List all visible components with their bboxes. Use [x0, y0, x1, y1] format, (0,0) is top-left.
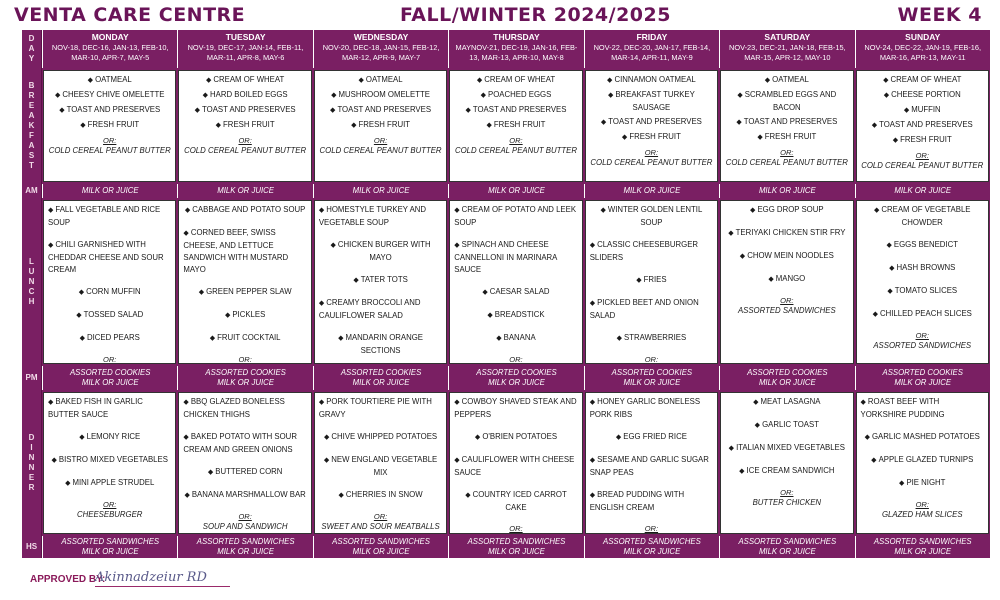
or-label: OR: — [103, 355, 117, 364]
pm-line: MILK OR JUICE — [894, 377, 952, 387]
menu-item: ◆ CHEESE PORTION — [861, 89, 984, 102]
hs-line: MILK OR JUICE — [217, 546, 275, 556]
or-label: OR: — [644, 524, 659, 533]
menu-item: ◆ BREAD PUDDING WITH ENGLISH CREAM — [590, 489, 713, 514]
menu-item: ◆ BREAKFAST TURKEY SAUSAGE — [590, 89, 713, 114]
menu-item: ◆ BISTRO MIXED VEGETABLES — [48, 454, 171, 467]
or-label: OR: — [103, 136, 117, 145]
menu-item: ◆ CHILI GARNISHED WITH CHEDDAR CHEESE AND SOUR CREAM — [48, 239, 171, 276]
label-letter: A — [28, 111, 35, 120]
am-snack-cell: MILK OR JUICE — [177, 184, 312, 198]
menu-item: ◆ BAKED POTATO WITH SOUR CREAM AND GREEN ONIONS — [183, 431, 306, 456]
pm-line: ASSORTED COOKIES — [205, 368, 286, 377]
approved-label: APPROVED BY: — [30, 574, 106, 585]
hs-snack-cell — [719, 536, 854, 558]
day-name: SATURDAY — [764, 32, 811, 42]
menu-item: ◆ COUNTRY ICED CARROT CAKE — [454, 489, 577, 514]
label-letter: F — [29, 131, 34, 140]
day-dates: NOV-19, DEC-17, JAN-14, FEB-11, MAR-11, APR-8, MAY-6 — [187, 43, 304, 62]
or-label: OR: — [780, 488, 794, 497]
alternate-option: COLD CEREAL PEANUT BUTTER — [319, 146, 442, 155]
label-letter: U — [28, 267, 35, 276]
am-snack-row — [22, 184, 990, 198]
menu-item: ◆ HOMESTYLE TURKEY AND VEGETABLE SOUP — [319, 204, 442, 229]
menu-item: ◆ CHEESY CHIVE OMELETTE — [48, 89, 171, 102]
label-letter: N — [28, 453, 35, 462]
am-snack-cell: MILK OR JUICE — [448, 184, 583, 198]
lunch-label — [22, 198, 42, 366]
menu-item: ◆ COWBOY SHAVED STEAK AND PEPPERS — [454, 396, 577, 421]
label-letter: E — [28, 101, 35, 110]
menu-item: ◆ FRESH FRUIT — [183, 119, 306, 132]
day-name: WEDNESDAY — [353, 32, 409, 42]
menu-item: ◆ CLASSIC CHEESEBURGER SLIDERS — [590, 239, 713, 264]
label-letter: L — [29, 257, 34, 266]
breakfast-menu-cell — [314, 70, 447, 182]
menu-item: ◆ FRESH FRUIT — [861, 134, 984, 147]
page-header — [0, 0, 1000, 30]
alternate-option: COLD CEREAL PEANUT BUTTER — [590, 158, 713, 167]
alternate-option: ASSORTED SANDWICHES — [873, 341, 972, 350]
menu-item: ◆ TOAST AND PRESERVES — [454, 104, 577, 117]
label-letter: E — [28, 473, 35, 482]
menu-item: ◆ MANDARIN ORANGE SECTIONS — [319, 332, 442, 357]
hs-snack-cell — [855, 536, 990, 558]
pm-snack-cell — [855, 366, 990, 390]
menu-item: ◆ CREAM OF POTATO AND LEEK SOUP — [454, 204, 577, 229]
menu-item: ◆ BANANA — [454, 332, 577, 345]
menu-item: ◆ MUSHROOM OMELETTE — [319, 89, 442, 102]
menu-item: ◆ SESAME AND GARLIC SUGAR SNAP PEAS — [590, 454, 713, 479]
pm-line: MILK OR JUICE — [758, 377, 816, 387]
pm-line: MILK OR JUICE — [217, 377, 275, 387]
or-label: OR: — [238, 512, 252, 521]
day-dates: MAYNOV-21, DEC-19, JAN-16, FEB-13, MAR-13, APR-10, MAY-8 — [455, 43, 578, 62]
alternate-option: BUTTER CHICKEN — [752, 498, 822, 507]
pm-snack-cell — [42, 366, 177, 390]
menu-item: ◆ CORN MUFFIN — [48, 286, 171, 299]
dinner-menu-cell — [449, 392, 582, 534]
label-letter: B — [28, 81, 35, 90]
or-label: OR: — [238, 355, 252, 364]
label-letter: H — [28, 297, 35, 306]
label-letter: R — [28, 91, 35, 100]
hs-line: MILK OR JUICE — [758, 546, 816, 556]
am-snack-cell: MILK OR JUICE — [313, 184, 448, 198]
menu-item: ◆ SCRAMBLED EGGS AND BACON — [725, 89, 848, 114]
menu-item: ◆ MINI APPLE STRUDEL — [48, 477, 171, 490]
label-letter: T — [29, 161, 34, 170]
menu-item: ◆ TATER TOTS — [319, 274, 442, 287]
dinner-menu-cell — [178, 392, 311, 534]
breakfast-menu-cell — [178, 70, 311, 182]
label-letter: K — [28, 121, 35, 130]
pm-line: ASSORTED COOKIES — [69, 368, 151, 377]
breakfast-row — [22, 68, 990, 184]
or-label: OR: — [103, 500, 117, 509]
lunch-menu-cell — [178, 200, 311, 364]
am-snack-cell: MILK OR JUICE — [584, 184, 719, 198]
label-letter: D — [28, 34, 35, 43]
or-label: OR: — [509, 355, 523, 364]
pm-line: ASSORTED COOKIES — [611, 368, 693, 377]
hs-line: MILK OR JUICE — [488, 546, 545, 556]
menu-item: ◆ FRESH FRUIT — [454, 119, 577, 132]
or-label: OR: — [780, 148, 794, 157]
hs-line: ASSORTED SANDWICHES — [196, 537, 295, 546]
day-name: SUNDAY — [905, 32, 941, 42]
breakfast-menu-cell — [720, 70, 853, 182]
menu-item: ◆ CHICKEN BURGER WITH MAYO — [319, 239, 442, 264]
menu-item: ◆ CABBAGE AND POTATO SOUP — [183, 204, 306, 217]
pm-snack-row — [22, 366, 990, 390]
label-letter: I — [30, 443, 33, 452]
hs-snack-cell — [313, 536, 448, 558]
am-snack-cell: MILK OR JUICE — [855, 184, 990, 198]
alternate-option: CHEESEBURGER — [77, 510, 143, 519]
menu-item: ◆ TOAST AND PRESERVES — [48, 104, 171, 117]
label-letter: A — [28, 141, 35, 150]
menu-item: ◆ WINTER GOLDEN LENTIL SOUP — [590, 204, 713, 229]
breakfast-menu-cell — [43, 70, 176, 182]
alternate-option: ASSORTED SANDWICHES — [737, 306, 836, 315]
hs-line: MILK OR JUICE — [352, 546, 410, 556]
hs-snack-cell — [42, 536, 177, 558]
alternate-option: SOUP AND SANDWICH — [202, 522, 288, 531]
hs-line: MILK OR JUICE — [81, 546, 139, 556]
day-name: TUESDAY — [225, 32, 266, 42]
menu-item: ◆ FRIES — [590, 274, 713, 287]
hs-label: HS — [22, 536, 42, 558]
day-name: THURSDAY — [493, 32, 540, 42]
menu-item: ◆ CREAM OF WHEAT — [183, 74, 306, 87]
or-label: OR: — [915, 331, 929, 340]
label-letter: A — [28, 44, 35, 53]
menu-item: ◆ CREAM OF WHEAT — [861, 74, 984, 87]
menu-item: ◆ TOAST AND PRESERVES — [183, 104, 306, 117]
or-label: OR: — [373, 136, 388, 145]
am-label: AM — [22, 184, 42, 198]
hs-snack-cell — [448, 536, 583, 558]
alternate-option: COLD CEREAL PEANUT BUTTER — [725, 158, 848, 167]
label-letter: C — [28, 287, 35, 296]
alternate-option: SWEET AND SOUR MEATBALLS — [321, 522, 440, 531]
menu-item: ◆ TOAST AND PRESERVES — [590, 116, 713, 129]
menu-item: ◆ HONEY GARLIC BONELESS PORK RIBS — [590, 396, 713, 421]
menu-item: ◆ BUTTERED CORN — [183, 466, 306, 479]
day-row — [22, 30, 990, 68]
or-label: OR: — [644, 355, 659, 364]
menu-item: ◆ TOAST AND PRESERVES — [319, 104, 442, 117]
menu-item: ◆ CINNAMON OATMEAL — [590, 74, 713, 87]
menu-item: ◆ OATMEAL — [48, 74, 171, 87]
menu-item: ◆ BANANA MARSHMALLOW BAR — [183, 489, 306, 502]
season-title: FALL/WINTER 2024/2025 — [400, 4, 671, 26]
menu-item: ◆ BBQ GLAZED BONELESS CHICKEN THIGHS — [183, 396, 306, 421]
menu-item: ◆ MANGO — [725, 273, 848, 286]
hs-snack-row — [22, 536, 990, 558]
dinner-menu-cell — [314, 392, 447, 534]
lunch-menu-cell — [585, 200, 718, 364]
alternate-option: COLD CEREAL PEANUT BUTTER — [48, 146, 171, 155]
menu-item: ◆ SPINACH AND CHEESE CANNELLONI IN MARINARA SAUCE — [454, 239, 577, 276]
menu-item: ◆ TERIYAKI CHICKEN STIR FRY — [725, 227, 848, 240]
pm-line: ASSORTED COOKIES — [476, 368, 557, 377]
menu-item: ◆ CHOW MEIN NOODLES — [725, 250, 848, 263]
alternate-option: COLD CEREAL PEANUT BUTTER — [184, 146, 307, 155]
menu-item: ◆ OATMEAL — [725, 74, 848, 87]
menu-item: ◆ TOAST AND PRESERVES — [725, 116, 848, 129]
lunch-menu-cell — [449, 200, 582, 364]
menu-item: ◆ MEAT LASAGNA — [725, 396, 848, 409]
pm-line: ASSORTED COOKIES — [747, 368, 828, 377]
day-header-cell — [719, 30, 854, 68]
hs-line: MILK OR JUICE — [894, 546, 952, 556]
day-header-cell — [584, 30, 719, 68]
lunch-menu-cell — [720, 200, 853, 364]
dinner-menu-cell — [43, 392, 176, 534]
menu-item: ◆ PIE NIGHT — [861, 477, 984, 490]
alternate-option: GLAZED HAM SLICES — [881, 510, 963, 519]
day-name: FRIDAY — [636, 32, 668, 42]
menu-item: ◆ CORNED BEEF, SWISS CHEESE, AND LETTUCE SANDWICH WITH MUSTARD MAYO — [183, 227, 306, 276]
hs-line: ASSORTED SANDWICHES — [603, 537, 701, 546]
menu-item: ◆ CREAMY BROCCOLI AND CAULIFLOWER SALAD — [319, 297, 442, 322]
menu-item: ◆ TOSSED SALAD — [48, 309, 171, 322]
lunch-menu-cell — [856, 200, 989, 364]
pm-label: PM — [22, 366, 42, 390]
menu-item: ◆ BREADSTICK — [454, 309, 577, 322]
day-label — [22, 30, 42, 68]
week-label: WEEK 4 — [897, 4, 982, 26]
menu-item: ◆ STRAWBERRIES — [590, 332, 713, 345]
menu-item: ◆ ICE CREAM SANDWICH — [725, 465, 848, 478]
pm-line: ASSORTED COOKIES — [340, 368, 422, 377]
hs-line: ASSORTED SANDWICHES — [873, 537, 972, 546]
dinner-menu-cell — [856, 392, 989, 534]
pm-snack-cell — [584, 366, 719, 390]
day-header-cell — [855, 30, 990, 68]
pm-line: MILK OR JUICE — [352, 377, 410, 387]
dinner-row — [22, 390, 990, 536]
day-header-cell — [177, 30, 312, 68]
lunch-menu-cell — [314, 200, 447, 364]
label-letter: Y — [28, 54, 35, 63]
or-label: OR: — [509, 524, 523, 533]
alternate-option: COLD CEREAL PEANUT BUTTER — [454, 146, 577, 155]
menu-item: ◆ FRESH FRUIT — [48, 119, 171, 132]
menu-item: ◆ PORK TOURTIERE PIE WITH GRAVY — [319, 396, 442, 421]
facility-name: VENTA CARE CENTRE — [14, 4, 246, 26]
day-header-cell — [313, 30, 448, 68]
or-label: OR: — [780, 296, 794, 305]
pm-snack-cell — [313, 366, 448, 390]
label-letter: R — [28, 483, 35, 492]
hs-line: ASSORTED SANDWICHES — [61, 537, 160, 546]
menu-item: ◆ GREEN PEPPER SLAW — [183, 286, 306, 299]
menu-item: ◆ CHIVE WHIPPED POTATOES — [319, 431, 442, 444]
menu-item: ◆ HASH BROWNS — [861, 262, 984, 275]
menu-item: ◆ BAKED FISH IN GARLIC BUTTER SAUCE — [48, 396, 171, 421]
menu-item: ◆ APPLE GLAZED TURNIPS — [861, 454, 984, 467]
signature: Akinnadzeiur RD — [95, 570, 230, 587]
label-letter: S — [28, 151, 35, 160]
day-header-cell — [448, 30, 583, 68]
am-snack-cell: MILK OR JUICE — [719, 184, 854, 198]
menu-item: ◆ ITALIAN MIXED VEGETABLES — [725, 442, 848, 455]
day-name: MONDAY — [91, 32, 129, 42]
breakfast-menu-cell — [856, 70, 989, 182]
menu-item: ◆ ROAST BEEF WITH YORKSHIRE PUDDING — [861, 396, 984, 421]
hs-snack-cell — [177, 536, 312, 558]
day-dates: NOV-20, DEC-18, JAN-15, FEB-12, MAR-12, APR-9, MAY-7 — [322, 43, 440, 62]
menu-item: ◆ TOMATO SLICES — [861, 285, 984, 298]
or-label: OR: — [915, 151, 929, 160]
menu-item: ◆ OATMEAL — [319, 74, 442, 87]
menu-item: ◆ HARD BOILED EGGS — [183, 89, 306, 102]
day-dates: NOV-18, DEC-16, JAN-13, FEB-10, MAR-10, APR-7, MAY-5 — [51, 43, 169, 62]
menu-item: ◆ NEW ENGLAND VEGETABLE MIX — [319, 454, 442, 479]
menu-item: ◆ LEMONY RICE — [48, 431, 171, 444]
menu-item: ◆ FRESH FRUIT — [590, 131, 713, 144]
label-letter: N — [28, 463, 35, 472]
lunch-row — [22, 198, 990, 366]
pm-line: MILK OR JUICE — [488, 377, 545, 387]
lunch-menu-cell — [43, 200, 176, 364]
hs-line: ASSORTED SANDWICHES — [738, 537, 837, 546]
or-label: OR: — [238, 136, 252, 145]
menu-item: ◆ CREAM OF WHEAT — [454, 74, 577, 87]
menu-item: ◆ TOAST AND PRESERVES — [861, 119, 984, 132]
label-letter: D — [28, 433, 35, 442]
menu-item: ◆ CAESAR SALAD — [454, 286, 577, 299]
or-label: OR: — [373, 512, 388, 521]
menu-item: ◆ DICED PEARS — [48, 332, 171, 345]
day-dates: NOV-22, DEC-20, JAN-17, FEB-14, MAR-14, APR-11, MAY-9 — [593, 43, 711, 62]
or-label: OR: — [509, 136, 523, 145]
menu-item: ◆ EGG FRIED RICE — [590, 431, 713, 444]
or-label: OR: — [644, 148, 659, 157]
breakfast-label — [22, 68, 42, 184]
pm-line: MILK OR JUICE — [81, 377, 139, 387]
menu-item: ◆ MUFFIN — [861, 104, 984, 117]
menu-item: ◆ GARLIC TOAST — [725, 419, 848, 432]
menu-item: ◆ O'BRIEN POTATOES — [454, 431, 577, 444]
menu-item: ◆ FRESH FRUIT — [725, 131, 848, 144]
menu-item: ◆ EGGS BENEDICT — [861, 239, 984, 252]
dinner-label — [22, 390, 42, 536]
menu-item: ◆ PICKLED BEET AND ONION SALAD — [590, 297, 713, 322]
label-letter: N — [28, 277, 35, 286]
pm-snack-cell — [448, 366, 583, 390]
menu-item: ◆ CHERRIES IN SNOW — [319, 489, 442, 502]
breakfast-menu-cell — [585, 70, 718, 182]
dinner-menu-cell — [720, 392, 853, 534]
day-dates: NOV-23, DEC-21, JAN-18, FEB-15, MAR-15, APR-12, MAY-10 — [728, 43, 846, 62]
dinner-menu-cell — [585, 392, 718, 534]
alternate-option: COLD CEREAL PEANUT BUTTER — [861, 161, 984, 170]
am-snack-cell: MILK OR JUICE — [42, 184, 177, 198]
pm-line: MILK OR JUICE — [623, 377, 681, 387]
breakfast-menu-cell — [449, 70, 582, 182]
menu-item: ◆ EGG DROP SOUP — [725, 204, 848, 217]
menu-grid — [22, 30, 990, 558]
menu-item: ◆ GARLIC MASHED POTATOES — [861, 431, 984, 444]
menu-item: ◆ CREAM OF VEGETABLE CHOWDER — [861, 204, 984, 229]
or-label: OR: — [915, 500, 929, 509]
pm-snack-cell — [177, 366, 312, 390]
menu-item: ◆ POACHED EGGS — [454, 89, 577, 102]
hs-line: MILK OR JUICE — [623, 546, 681, 556]
day-dates: NOV-24, DEC-22, JAN-19, FEB-16, MAR-16, APR-13, MAY-11 — [864, 43, 982, 62]
hs-snack-cell — [584, 536, 719, 558]
menu-item: ◆ CHILLED PEACH SLICES — [861, 308, 984, 321]
menu-item: ◆ FRESH FRUIT — [319, 119, 442, 132]
menu-item: ◆ FALL VEGETABLE AND RICE SOUP — [48, 204, 171, 229]
day-header-cell — [42, 30, 177, 68]
pm-snack-cell — [719, 366, 854, 390]
pm-line: ASSORTED COOKIES — [882, 368, 963, 377]
hs-line: ASSORTED SANDWICHES — [467, 537, 566, 546]
menu-item: ◆ PICKLES — [183, 309, 306, 322]
hs-line: ASSORTED SANDWICHES — [332, 537, 430, 546]
menu-item: ◆ FRUIT COCKTAIL — [183, 332, 306, 345]
menu-item: ◆ CAULIFLOWER WITH CHEESE SAUCE — [454, 454, 577, 479]
